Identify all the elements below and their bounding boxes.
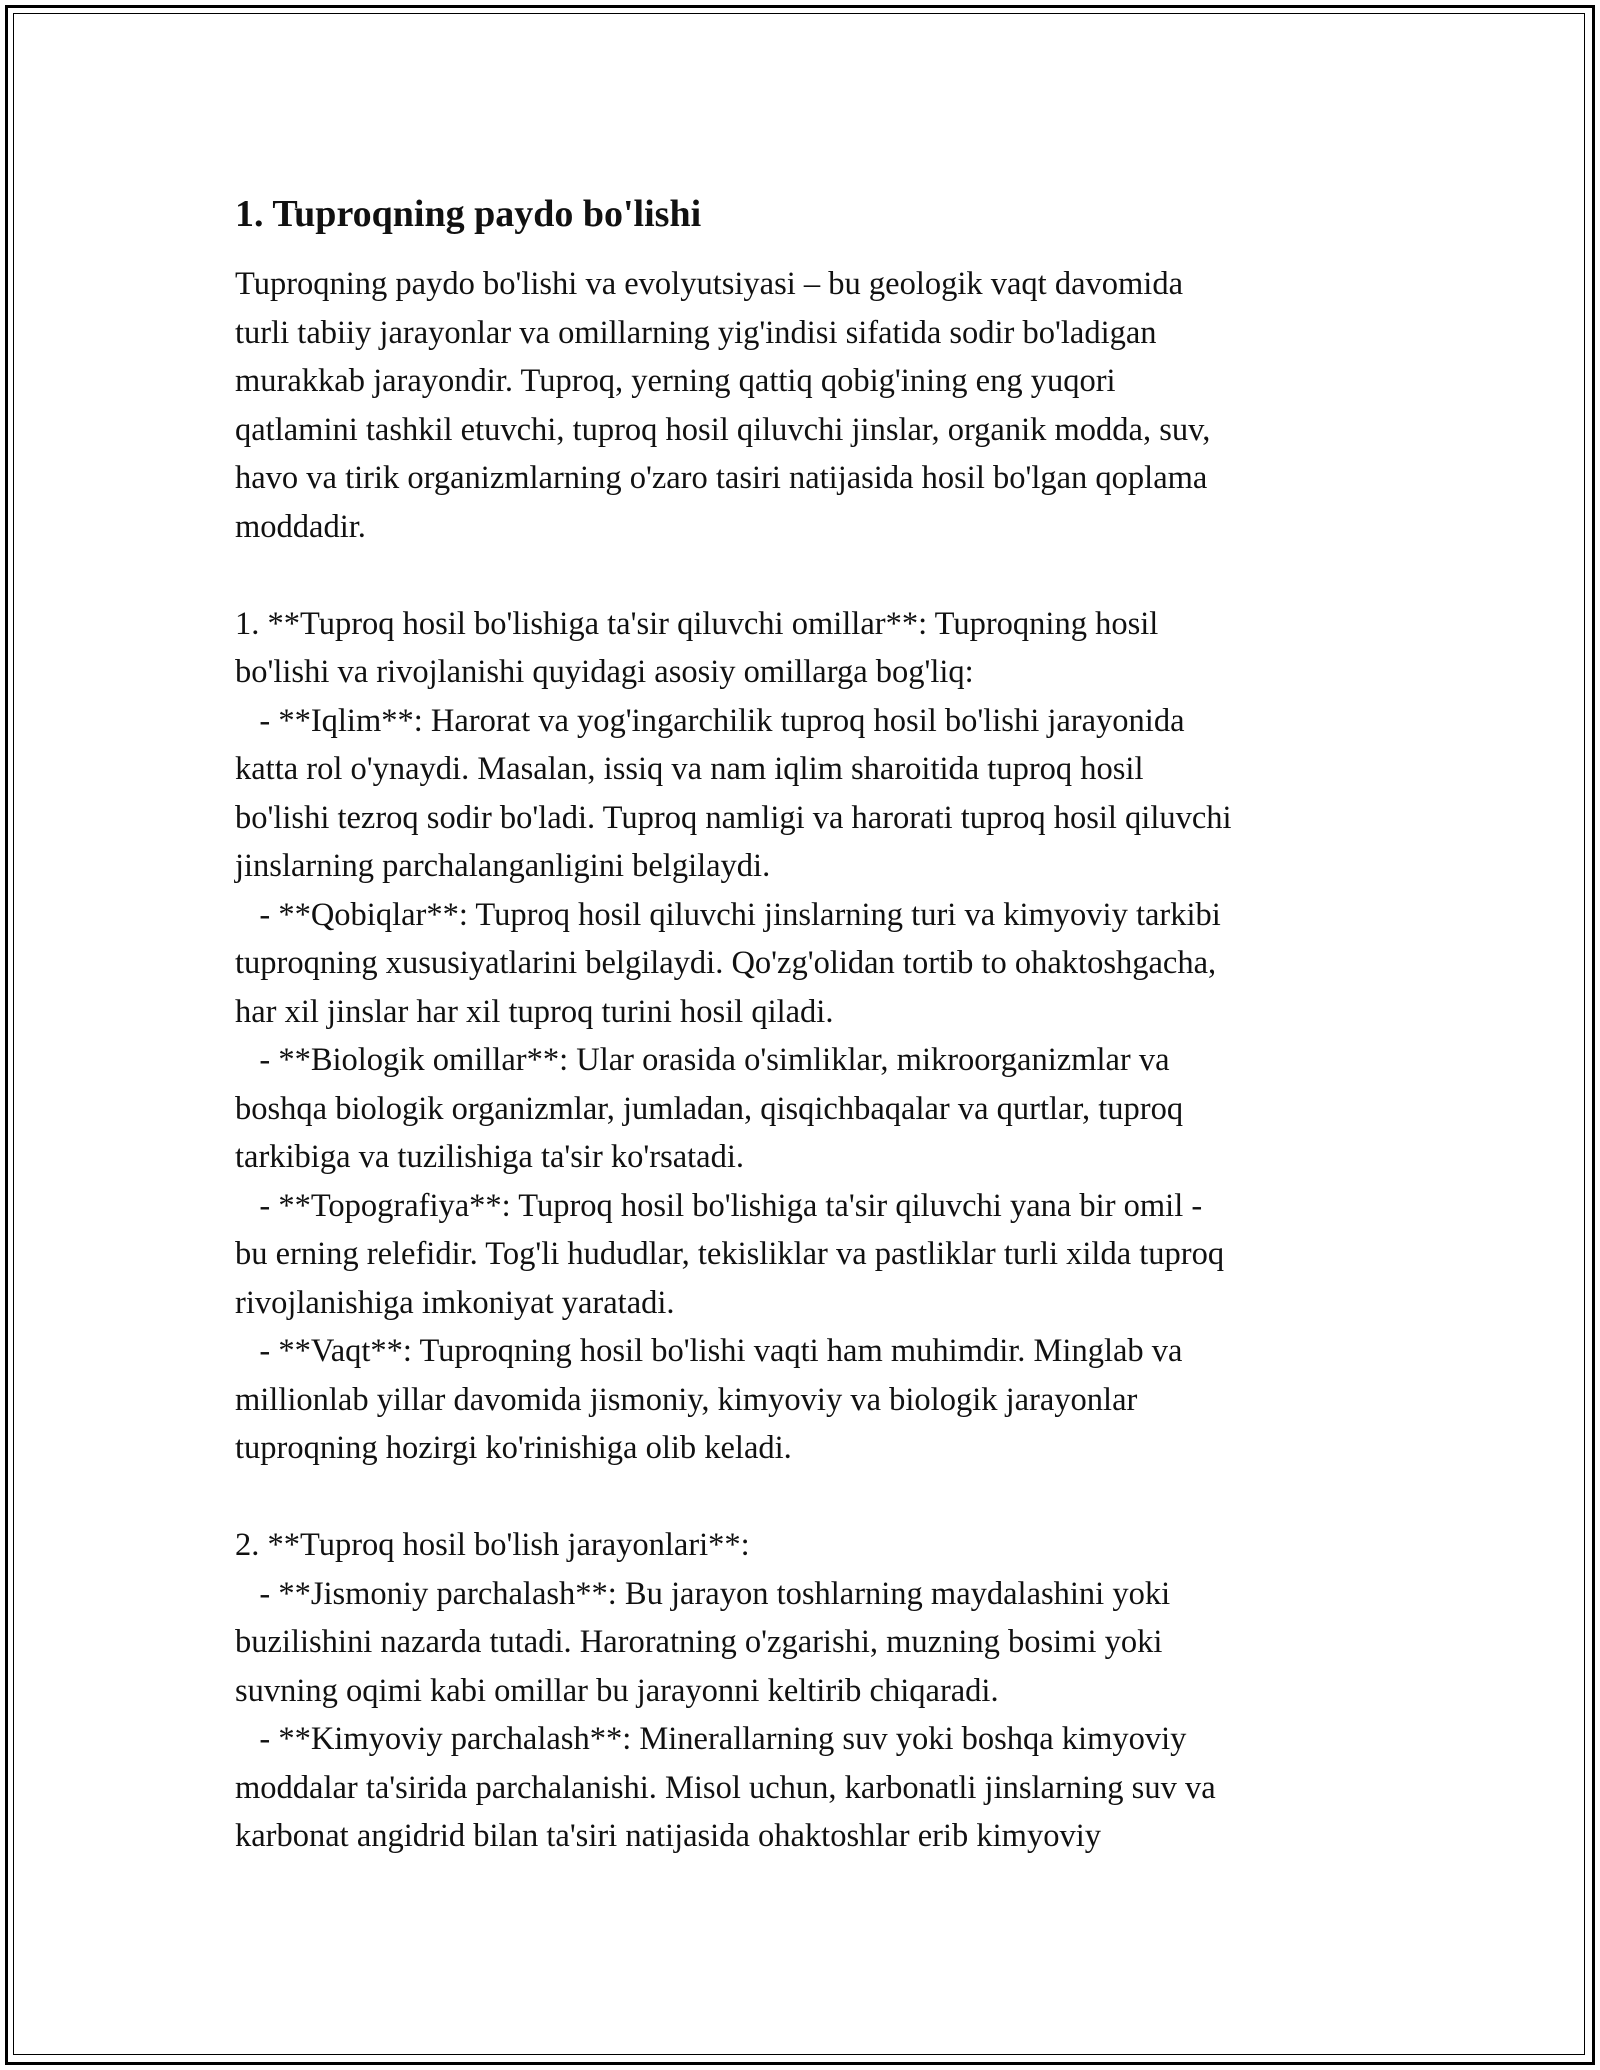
text-line: tarkibiga va tuzilishiga ta'sir ko'rsatadi. [235, 1139, 745, 1175]
document-text [235, 260, 1395, 1861]
text-line: tuproqning xususiyatlarini belgilaydi. Qo'zg'olidan tortib to ohaktoshgacha, [235, 945, 1217, 981]
text-line: har xil jinslar har xil tuproq turini hosil qiladi. [235, 993, 834, 1030]
text-line: - **Vaqt**: Tuproqning hosil bo'lishi vaqti ham muhimdir. Minglab va [235, 1333, 1183, 1369]
text-line: - **Biologik omillar**: Ular orasida o'simliklar, mikroorganizmlar va [235, 1042, 1170, 1078]
text-line: millionlab yillar davomida jismoniy, kimyoviy va biologik jarayonlar [235, 1381, 1138, 1418]
text-line: jinslarning parchalanganligini belgilaydi. [235, 848, 771, 884]
document-body [235, 188, 1395, 1861]
text-line: - **Iqlim**: Harorat va yog'ingarchilik tuproq hosil bo'lishi jarayonida [235, 702, 1185, 739]
text-line: - **Topografiya**: Tuproq hosil bo'lishiga ta'sir qiluvchi yana bir omil - [235, 1187, 1203, 1224]
text-line: rivojlanishiga imkoniyat yaratadi. [235, 1284, 675, 1321]
document-title: 1. Tuproqning paydo bo'lishi [235, 193, 702, 235]
text-line: - **Jismoniy parchalash**: Bu jarayon toshlarning maydalashini yoki [235, 1575, 1171, 1612]
text-line: - **Kimyoviy parchalash**: Minerallarning suv yoki boshqa kimyoviy [235, 1721, 1187, 1757]
text-line: boshqa biologik organizmlar, jumladan, qisqichbaqalar va qurtlar, tuproq [235, 1090, 1184, 1127]
text-line: buzilishini nazarda tutadi. Haroratning o'zgarishi, muzning bosimi yoki [235, 1624, 1163, 1660]
text-line: moddalar ta'sirida parchalanishi. Misol uchun, karbonatli jinslarning suv va [235, 1769, 1216, 1806]
text-line: 2. **Tuproq hosil bo'lish jarayonlari**: [235, 1527, 750, 1563]
text-line: - **Qobiqlar**: Tuproq hosil qiluvchi jinslarning turi va kimyoviy tarkibi [235, 896, 1221, 933]
text-line: bo'lishi tezroq sodir bo'ladi. Tuproq namligi va harorati tuproq hosil qiluvchi [235, 799, 1232, 836]
text-line: turli tabiiy jarayonlar va omillarning yig'indisi sifatida sodir bo'ladigan [235, 314, 1157, 351]
blank-line [235, 551, 1395, 600]
text-line: havo va tirik organizmlarning o'zaro tasiri natijasida hosil bo'lgan qoplama [235, 460, 1208, 496]
text-line: tuproqning hozirgi ko'rinishiga olib keladi. [235, 1430, 792, 1466]
text-line: bo'lishi va rivojlanishi quyidagi asosiy omillarga bog'liq: [235, 654, 974, 690]
text-line: moddadir. [235, 508, 366, 545]
text-line: bu erning relefidir. Tog'li hududlar, tekisliklar va pastliklar turli xilda tuproq [235, 1236, 1225, 1272]
text-line: katta rol o'ynaydi. Masalan, issiq va nam iqlim sharoitida tuproq hosil [235, 751, 1144, 787]
text-line: murakkab jarayondir. Tuproq, yerning qattiq qobig'ining eng yuqori [235, 363, 1116, 399]
blank-line [235, 1473, 1395, 1522]
text-line: Tuproqning paydo bo'lishi va evolyutsiyasi – bu geologik vaqt davomida [235, 266, 1183, 302]
text-line: 1. **Tuproq hosil bo'lishiga ta'sir qiluvchi omillar**: Tuproqning hosil [235, 605, 1159, 642]
text-line: suvning oqimi kabi omillar bu jarayonni keltirib chiqaradi. [235, 1672, 999, 1709]
text-line: karbonat angidrid bilan ta'siri natijasida ohaktoshlar erib kimyoviy [235, 1818, 1101, 1854]
text-line: qatlamini tashkil etuvchi, tuproq hosil qiluvchi jinslar, organik modda, suv, [235, 411, 1211, 448]
